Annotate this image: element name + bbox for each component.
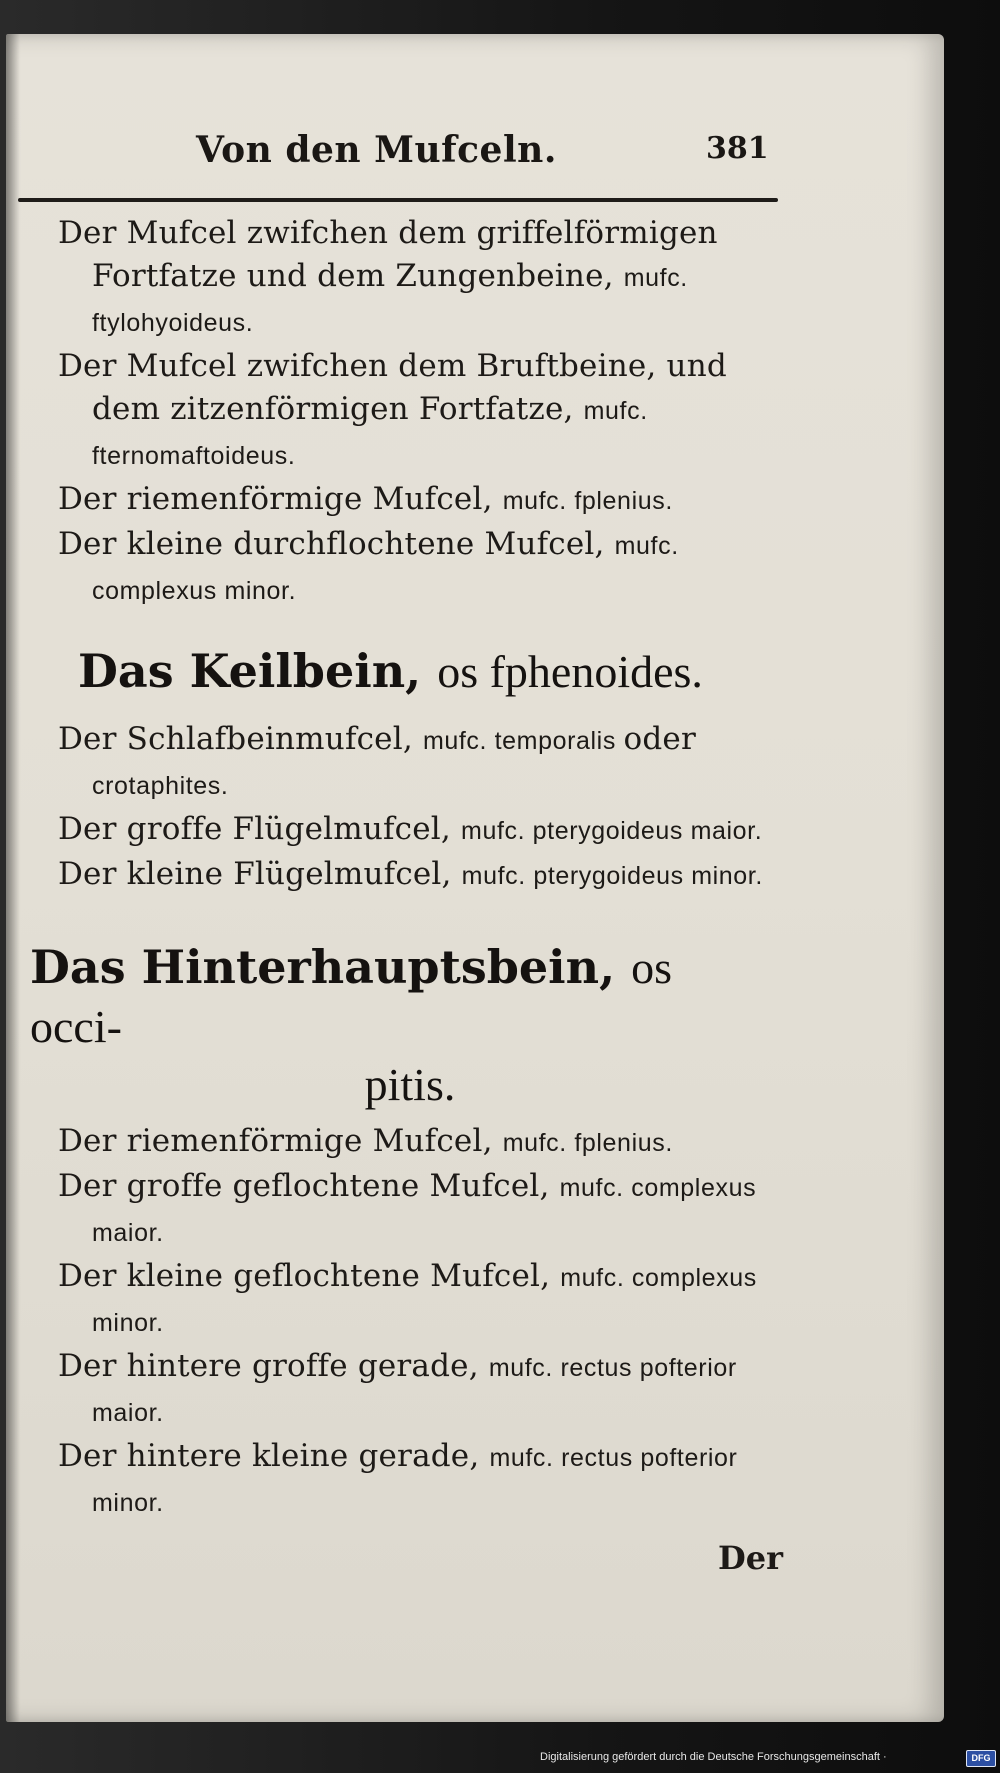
entry-complexus-maior: Der groffe geflochtene Mufcel, mufc. complexus maior. (58, 1168, 757, 1247)
entry-splenius-2: Der riemenförmige Mufcel, mufc. fplenius. (58, 1123, 673, 1159)
header-rule (18, 198, 778, 202)
entry-temporalis: Der Schlafbeinmufcel, mufc. temporalis oder crotaphites. (58, 721, 696, 800)
entry-rectus-posterior-minor: Der hintere kleine gerade, mufc. rectus pofterior minor. (58, 1438, 738, 1517)
running-head-title: Von den Mufceln. (196, 129, 557, 171)
entry-pterygoideus-maior: Der groffe Flügelmufcel, mufc. pterygoideus maior. (58, 811, 763, 847)
entry-pterygoideus-minor: Der kleine Flügelmufcel, mufc. pterygoideus minor. (58, 856, 763, 892)
page-number: 381 (706, 131, 769, 166)
entry-rectus-posterior-maior: Der hintere groffe gerade, mufc. rectus pofterior maior. (58, 1348, 737, 1427)
digitization-credit: Digitalisierung gefördert durch die Deutsche Forschungsgemeinschaft · (540, 1751, 887, 1763)
catchword: Der (718, 1539, 783, 1577)
entry-complexus-minor-1: Der kleine durchflochtene Mufcel, mufc. complexus minor. (58, 526, 679, 605)
page-gutter-shadow (6, 34, 20, 1722)
section-heading-keilbein: Das Keilbein, os fphenoides. (78, 644, 703, 698)
section-heading-hinterhauptsbein: Das Hinterhauptsbein, os occi- pitis. (30, 940, 673, 1110)
book-page (6, 34, 944, 1722)
entry-complexus-minor-2: Der kleine geflochtene Mufcel, mufc. complexus minor. (58, 1258, 757, 1337)
entry-stylohyoideus: Der Mufcel zwifchen dem griffelförmigen Fortfatze und dem Zungenbeine, mufc. ftylohyoideus. (58, 215, 718, 337)
entry-sternomastoideus: Der Mufcel zwifchen dem Bruftbeine, und dem zitzenförmigen Fortfatze, mufc. fternomaftoideus. (58, 348, 727, 470)
entry-splenius-1: Der riemenförmige Mufcel, mufc. fplenius. (58, 481, 673, 517)
page-body (30, 212, 778, 1525)
dfg-logo: DFG (966, 1750, 996, 1767)
running-head (6, 129, 944, 189)
